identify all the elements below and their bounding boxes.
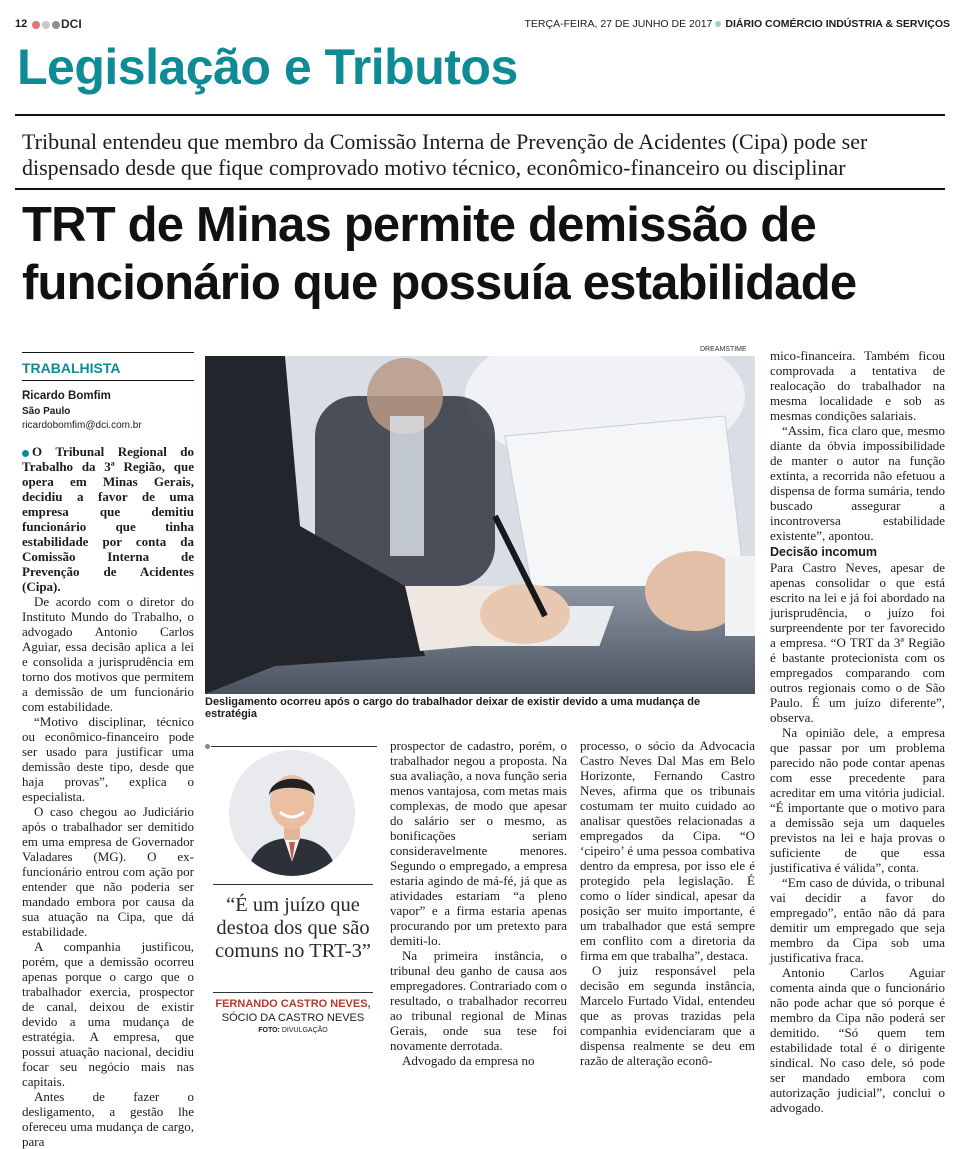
quote-source-role: SÓCIO DA CASTRO NEVES [221,1012,365,1024]
paragraph: De acordo com o diretor do Instituto Mundo do Trabalho, o advogado Antonio Carlos Aguiar, essa decisão aplica a lei e consolida a jurisprudência em torno dos motivos que permitem a demissão de um funcionário com estabilidade. [22,594,194,714]
pullquote-box [205,742,377,1042]
portrait-illustration [229,750,355,876]
paragraph: Na primeira instância, o tribunal deu ganho de causa aos empregadores. Contrariado com o resultado, o trabalhador recorreu ao tribunal regional de Minas Gerais, onde sua tese foi novamente derrotada. [390,948,567,1053]
divider [213,884,373,885]
page-number: 12 [15,18,28,30]
brand-dot [52,21,60,29]
inline-subhead: Decisão incomum [770,545,877,559]
article-subhead: Tribunal entendeu que membro da Comissão Interna de Prevenção de Acidentes (Cipa) pode ser dispensado desde que fique comprovado motivo técnico, econômico-financeiro ou disciplinar [22,129,868,180]
paragraph: A companhia justificou, porém, que a demissão ocorreu apenas porque o cargo que o trabalhador exercia, prospector de canal, deixou de existir devido a uma mudança de estratégia. A empresa, que possui atuação nacional, decidiu focar seu negócio mais nas capitais. [22,939,194,1089]
headline-line: TRT de Minas permite demissão de [22,198,817,252]
paragraph: O juiz responsável pela decisão em segunda instância, Marcelo Furtado Vidal, entendeu que as provas trazidas pela companhia evidenciaram que a dispensa realmente se deu em razão de alteração econô- [580,963,755,1068]
article-photo [205,356,755,694]
paragraph: O caso chegou ao Judiciário após o trabalhador ser demitido em uma empresa de Governador Valadares (MG). O ex-funcionário entrou com ação por entender que não poderia ser mandado embora por causa da sua atuação na Cipa, que dá estabilidade. [22,804,194,939]
brand-dot [42,21,50,29]
headline-line: funcionário que possuía estabilidade [22,256,857,310]
paragraph: processo, o sócio da Advocacia Castro Neves Dal Mas em Belo Horizonte, Fernando Castro Neves, afirma que os tribunais costumam ter muito cuidado ao analisar questões relacionadas a empregados da Cipa. “O ‘cipeiro’ é uma pessoa combativa dentro da empresa, por isso ele é protegido pela legislação. É como o líder sindical, apesar da posição ser muito importante, é um trabalhador que está sempre em conflito com a diretoria da firma em que trabalha”, destaca. [580,738,755,963]
separator-dot [715,21,721,27]
page-header [15,14,950,36]
author-city: São Paulo [22,406,71,417]
article-column-3 [390,738,567,1068]
paragraph: Antonio Carlos Aguiar comenta ainda que o funcionário não pode achar que só porque é membro da Cipa não poderá ser demitido. “Só quem tem estabilidade total é o dirigente sindical. No caso dele, só pode ser mandado embora com autorização judicial”, conclui o advogado. [770,965,945,1115]
section-title: Legislação e Tributos [17,39,518,95]
article-column-5 [770,348,945,1115]
divider [213,992,373,993]
bullet-icon [22,450,29,457]
paragraph: “Assim, fica claro que, mesmo diante da óbvia impossibilidade de manter o autor na função extinta, a recorrida não efetuou a dispensa de forma sumária, tendo buscado assegurar a incontroversa estabilidade existente”, apontou. [770,423,945,543]
issue-date: TERÇA-FEIRA, 27 DE JUNHO DE 2017 [524,18,713,30]
divider [22,352,194,353]
pullquote-text: “É um juízo que destoa dos que são comuns no TRT-3” [215,894,371,962]
article-column-1 [22,444,194,1149]
quote-source-name: FERNANDO CASTRO NEVES, [215,998,371,1010]
paragraph: Advogado da empresa no [402,1053,535,1068]
dateline [525,18,951,30]
portrait-credit: FOTO: DIVULGAÇÃO [258,1027,328,1034]
paragraph: prospector de cadastro, porém, o trabalhador negou a proposta. Na sua avaliação, a nova função seria menos vantajosa, com metas mais complexas, de modo que apesar do salário ser o mesmo, as bonificações seriam consideravelmente menores. Segundo o empregado, a empresa estaria agindo de má-fé, já que as atividades estariam “a pleno vapor” e a firma estaria apenas procurando por um pretexto para demiti-lo. [390,738,567,948]
publication-name: DIÁRIO COMÉRCIO INDÚSTRIA & SERVIÇOS [725,18,950,30]
article-headline [22,196,942,312]
brand-dot [32,21,40,29]
section-kicker: TRABALHISTA [22,360,121,376]
paragraph: mico-financeira. Também ficou comprovada a tentativa de realocação do trabalhador na mesma localidade e sob as mesmas condições salariais. [770,348,945,423]
paragraph: “Motivo disciplinar, técnico ou econômico-financeiro pode ser usado para justificar uma demissão deste tipo, desde que haja provas”, explica o especialista. [22,714,194,804]
brand-logo: DCI [61,17,82,31]
portrait-photo [229,750,355,876]
divider [15,114,945,116]
divider [15,188,945,190]
business-meeting-illustration [205,356,755,694]
box-corner-dot [205,744,210,749]
photo-caption: Desligamento ocorreu após o cargo do trabalhador deixar de existir devido a uma mudança de estratégia [205,696,701,720]
divider [211,746,377,747]
photo-credit: DREAMSTIME [700,346,747,353]
brand-dots [32,20,62,32]
author-name: Ricardo Bomfim [22,390,111,402]
paragraph: “Em caso de dúvida, o tribunal vai decidir a favor do empregado”, então não dá para demitir um empregado que seja membro da Cipa sob uma justificativa fraca. [770,875,945,965]
author-email[interactable]: ricardobomfim@dci.com.br [22,420,142,431]
paragraph: Para Castro Neves, apesar de apenas consolidar o que está escrito na lei e já foi abordado na jurisprudência, o juízo foi surpreendente por ter favorecido a empresa. “O TRT da 3ª Região é bastante protecionista com os empregados comparando com outros regionais como o de São Paulo. É um juízo diferente”, observa. [770,560,945,725]
lead-paragraph: O Tribunal Regional do Trabalho da 3ª Região, que opera em Minas Gerais, decidiu a favor de uma empresa que demitiu funcionário que tinha estabilidade por conta da Comissão Interna de Prevenção de Acidentes (Cipa). [22,444,194,594]
paragraph: Na opinião dele, a empresa que passar por um problema parecido não pode contar apenas com esse precedente para acreditar em uma vitória judicial. “É importante que o motivo para a demissão seja um daqueles previstos na lei e haja provas o suficiente de que essa justificativa é válida”, conta. [770,725,945,875]
divider [22,380,194,381]
article-column-4 [580,738,755,1068]
paragraph: Antes de fazer o desligamento, a gestão lhe ofereceu uma mudança de cargo, para [22,1089,194,1149]
